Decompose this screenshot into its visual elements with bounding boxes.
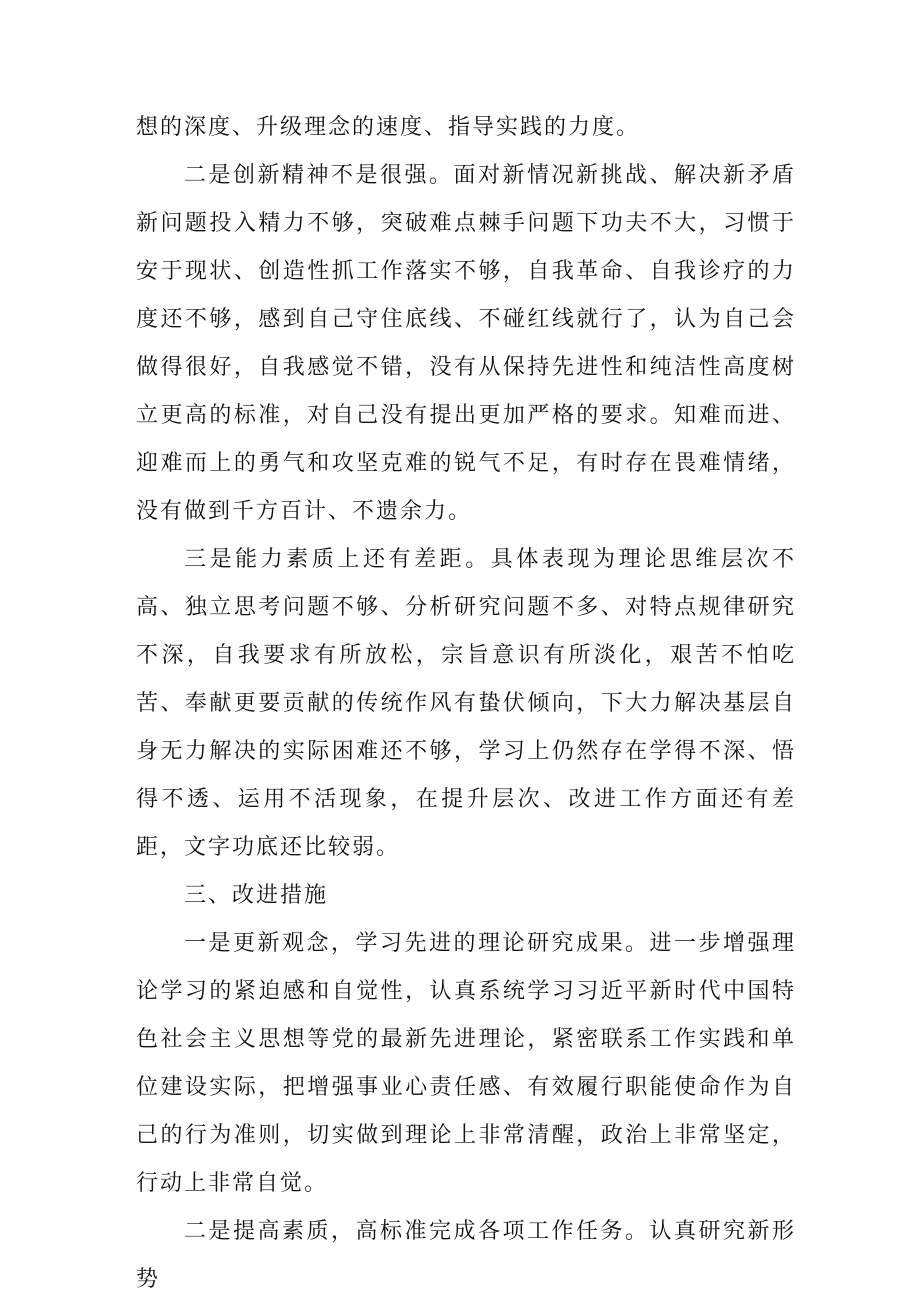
document-body [136,104,796,1304]
paragraph-continuation: 想的深度、升级理念的速度、指导实践的力度。 [136,115,641,140]
paragraph-update-concepts: 一是更新观念，学习先进的理论研究成果。进一步增强理论学习的紧迫感和自觉性，认真系统学习习近平新时代中国特色社会主义思想等党的最新先进理论，紧密联系工作实践和单位建设实际，把增强事业心责任感、有效履行职能使命作为自己的行为准则，切实做到理论上非常清醒，政治上非常坚定，行动上非常自觉。 [136,931,796,1196]
paragraph-innovation-spirit: 二是创新精神不是很强。面对新情况新挑战、解决新矛盾新问题投入精力不够，突破难点棘手问题下功夫不大，习惯于安于现状、创造性抓工作落实不够，自我革命、自我诊疗的力度还不够，感到自己守住底线、不碰红线就行了，认为自己会做得很好，自我感觉不错，没有从保持先进性和纯洁性高度树立更高的标准，对自己没有提出更加严格的要求。知难而进、迎难而上的勇气和攻坚克难的锐气不足，有时存在畏难情绪，没有做到千方百计、不遗余力。 [136,163,796,524]
section-heading-improvement: 三、改进措施 [184,883,329,908]
paragraph-improve-quality: 二是提高素质，高标准完成各项工作任务。认真研究新形势 [136,1219,796,1292]
paragraph-ability-gap: 三是能力素质上还有差距。具体表现为理论思维层次不高、独立思考问题不够、分析研究问题不多、对特点规律研究不深，自我要求有所放松，宗旨意识有所淡化，艰苦不怕吃苦、奉献更要贡献的传统作风有蛰伏倾向，下大力解决基层自身无力解决的实际困难还不够，学习上仍然存在学得不深、悟得不透、运用不活现象，在提升层次、改进工作方面还有差距，文字功底还比较弱。 [136,547,796,860]
